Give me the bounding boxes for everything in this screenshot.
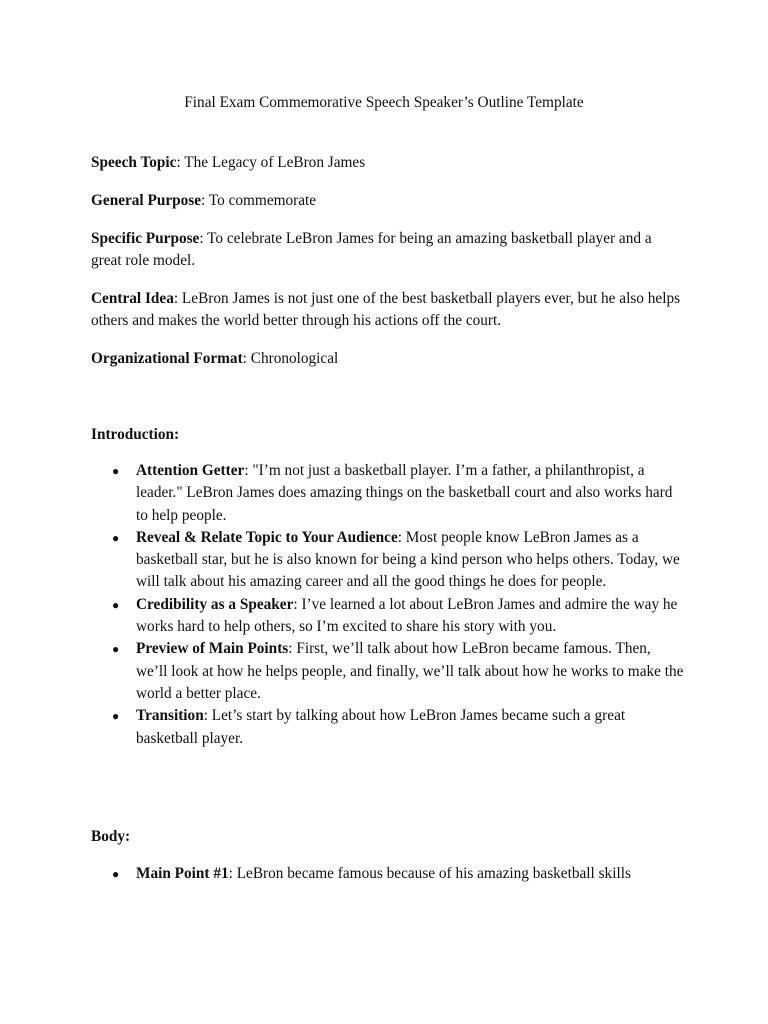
- item-text: : Let’s start by talking about how LeBron James became such a great basketball player.: [136, 707, 626, 747]
- bullet-icon: ●: [112, 464, 120, 478]
- item-label: Credibility as a Speaker: [136, 595, 294, 613]
- field-speech-topic: [91, 152, 683, 174]
- field-specific-purpose: [91, 228, 683, 273]
- item-text: : Most people know LeBron James as a basketball star, but he is also known for being a kind person who helps others. Today, we will talk about his amazing career and all the good things he does for people.: [136, 528, 680, 591]
- list-item-attention-getter: [112, 460, 684, 527]
- bullet-icon: ●: [112, 597, 120, 612]
- field-central-idea: [91, 288, 683, 333]
- field-value: : To commemorate: [201, 192, 317, 209]
- field-label: Speech Topic: [91, 154, 177, 171]
- body-list: [112, 863, 684, 885]
- bullet-icon: ●: [112, 867, 120, 881]
- field-label: Specific Purpose: [91, 230, 200, 247]
- list-item-reveal-relate: [112, 527, 684, 594]
- field-organizational-format: [91, 348, 683, 370]
- field-general-purpose: [91, 190, 683, 212]
- item-text: : "I’m not just a basketball player. I’m a father, a philanthropist, a leader." LeBron James does amazing things on the basketball court and also works hard to help people.: [136, 462, 673, 524]
- introduction-list: [112, 460, 684, 750]
- list-item-preview: [112, 638, 684, 705]
- field-label: General Purpose: [91, 192, 202, 209]
- item-text: : First, we’ll talk about how LeBron became famous. Then, we’ll look at how he helps people, and finally, we’ll talk about how he works to make the world a better place.: [136, 640, 684, 702]
- item-label: Reveal & Relate Topic to Your Audience: [136, 528, 398, 546]
- bullet-icon: ●: [112, 709, 120, 724]
- list-item-transition: [112, 705, 684, 750]
- body-heading: Body:: [91, 828, 131, 845]
- introduction-heading: Introduction:: [91, 426, 180, 443]
- field-label: Central Idea: [91, 290, 174, 307]
- field-value: : Chronological: [242, 350, 339, 367]
- item-label: Main Point #1: [136, 865, 229, 882]
- field-value: : To celebrate LeBron James for being an amazing basketball player and a great role model.: [91, 230, 652, 270]
- bullet-icon: ●: [112, 530, 120, 545]
- bullet-icon: ●: [112, 642, 120, 657]
- item-label: Attention Getter: [136, 462, 245, 479]
- field-value: : The Legacy of LeBron James: [176, 154, 366, 171]
- list-item-main-point-1: [112, 863, 684, 885]
- document-title: Final Exam Commemorative Speech Speaker’s Outline Template: [184, 94, 584, 111]
- item-label: Preview of Main Points: [136, 640, 289, 658]
- item-label: Transition: [136, 707, 204, 725]
- list-item-credibility: [112, 594, 684, 639]
- field-label: Organizational Format: [91, 350, 243, 367]
- field-value: : LeBron James is not just one of the best basketball players ever, but he also helps others and makes the world better through his actions off the court.: [91, 290, 681, 330]
- item-text: : LeBron became famous because of his amazing basketball skills: [228, 865, 631, 882]
- item-text: : I’ve learned a lot about LeBron James and admire the way he works hard to help others, so I’m excited to share his story with you.: [136, 595, 678, 636]
